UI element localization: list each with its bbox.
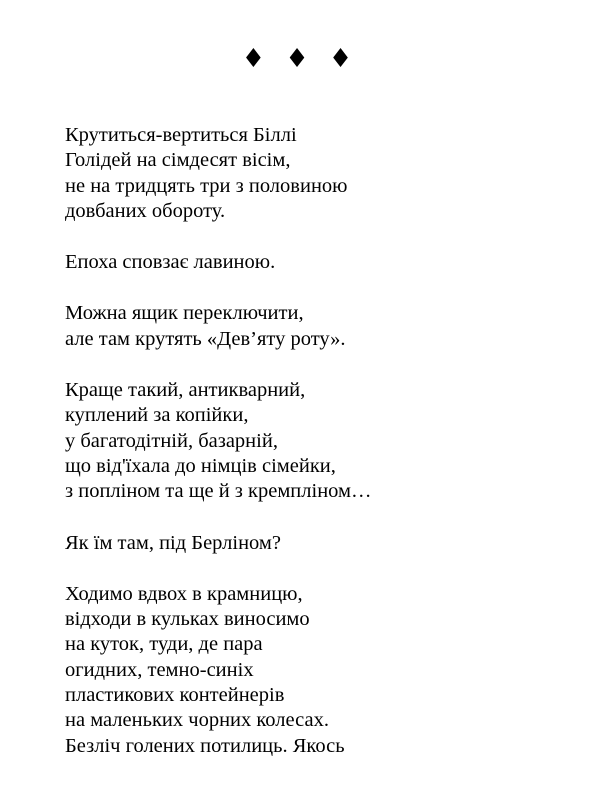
poem-line: Можна ящик переключити,: [65, 302, 304, 325]
stanza-1: [65, 123, 585, 224]
poem-line: Безліч голених потилиць. Якось: [65, 734, 345, 757]
poem-line: Як їм там, під Берліном?: [65, 531, 281, 554]
poem-line: з попліном та ще й з кремпліном…: [65, 480, 372, 503]
poem-line: Ходимо вдвох в крамницю,: [65, 582, 303, 605]
poem-line: пластикових контейнерів: [65, 684, 285, 707]
poem-line: Крутиться-вертиться Біллі: [65, 124, 297, 146]
poem-line: Епоха сповзає лавиною.: [65, 251, 276, 274]
poem: [65, 123, 585, 785]
stanza-4: [65, 378, 585, 504]
poem-line: що від'їхала до німців сімейки,: [65, 454, 336, 477]
poem-line: не на тридцять три з половиною: [65, 174, 348, 197]
poem-line: довбаних обороту.: [65, 199, 226, 222]
poem-line: але там крутять «Дев’яту роту».: [65, 327, 346, 350]
stanza-2: [65, 250, 585, 275]
poem-line: у багатодітній, базарній,: [65, 429, 278, 452]
stanza-5: [65, 531, 585, 556]
poem-line: огидних, темно-синіх: [65, 658, 254, 681]
poem-line: Краще такий, антикварний,: [65, 379, 306, 402]
stanza-3: [65, 301, 585, 352]
poem-line: на куток, туди, де пара: [65, 633, 263, 656]
poem-line: куплений за копійки,: [65, 404, 249, 427]
stanza-6: [65, 582, 585, 759]
poem-line: Голідей на сімдесят вісім,: [65, 149, 291, 172]
diamond-ornament-icon: ♦ ♦ ♦: [241, 44, 359, 74]
poem-line: відходи в кульках виносимо: [65, 608, 310, 631]
poem-line: на маленьких чорних колесах.: [65, 709, 329, 732]
